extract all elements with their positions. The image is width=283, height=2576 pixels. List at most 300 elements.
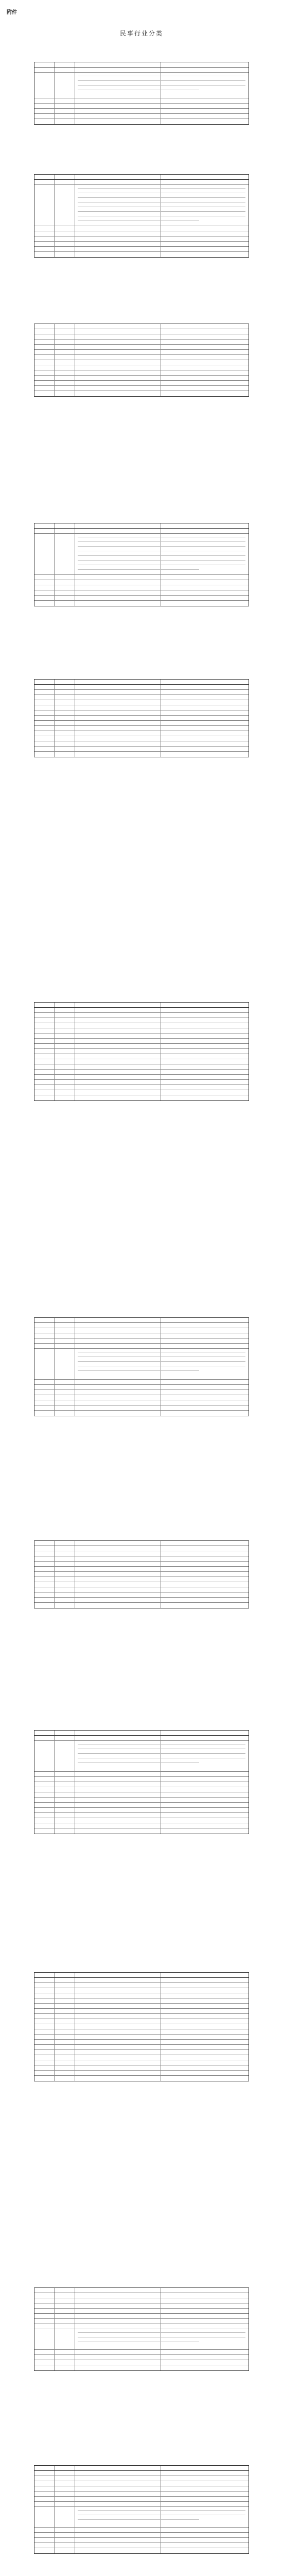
table-row — [34, 1090, 249, 1095]
table-row — [34, 1556, 249, 1562]
table-row — [34, 2528, 249, 2533]
column-rule — [54, 1798, 55, 1802]
table-row — [34, 2076, 249, 2081]
table-row — [34, 695, 249, 700]
column-rule — [54, 104, 55, 108]
page-label: 附件 — [7, 10, 17, 15]
column-rule — [54, 175, 55, 179]
column-rule — [54, 700, 55, 705]
table-row — [34, 716, 249, 721]
table-row — [34, 1328, 249, 1333]
table-row — [34, 334, 249, 340]
table-row — [34, 585, 249, 590]
column-rule — [54, 2293, 55, 2298]
table-header-row — [34, 1541, 249, 1546]
column-rule — [54, 2507, 55, 2527]
table-header-row — [34, 1731, 249, 1736]
column-rule — [54, 2350, 55, 2354]
table-row — [34, 252, 249, 257]
column-rule — [54, 231, 55, 236]
table-row — [34, 1592, 249, 1598]
table-row — [34, 1772, 249, 1777]
table-row — [34, 1587, 249, 1592]
column-rule — [54, 2502, 55, 2506]
column-rule — [54, 1998, 55, 2003]
column-rule — [54, 1808, 55, 1812]
column-rule — [54, 376, 55, 380]
table-row — [34, 2355, 249, 2360]
column-rule — [54, 355, 55, 360]
column-rule — [54, 2298, 55, 2303]
column-rule — [54, 365, 55, 370]
table-row — [34, 1033, 249, 1039]
table-row — [34, 1988, 249, 1993]
column-rule — [54, 529, 55, 533]
table-row — [34, 2298, 249, 2303]
column-rule — [54, 721, 55, 725]
classification-table — [34, 1317, 249, 1416]
table-row — [34, 2497, 249, 2502]
table-row — [34, 1333, 249, 1338]
column-rule — [54, 1582, 55, 1587]
table-row — [34, 2019, 249, 2024]
column-rule — [54, 2538, 55, 2543]
table-row — [34, 1798, 249, 1803]
column-rule — [54, 710, 55, 715]
column-rule — [54, 2314, 55, 2318]
column-rule — [54, 1556, 55, 1561]
table-row — [34, 2024, 249, 2029]
column-rule — [54, 2055, 55, 2060]
column-rule — [54, 1598, 55, 1602]
table-row — [34, 242, 249, 247]
column-rule — [54, 596, 55, 600]
column-rule — [54, 1400, 55, 1405]
table-row — [34, 700, 249, 705]
column-rule — [54, 1741, 55, 1771]
table-row — [34, 1741, 249, 1772]
table-row — [34, 2029, 249, 2035]
column-rule — [54, 1988, 55, 1993]
column-rule — [54, 2303, 55, 2308]
classification-table — [34, 1972, 249, 2081]
column-rule — [54, 2548, 55, 2553]
table-row — [34, 1828, 249, 1834]
table-row — [34, 747, 249, 752]
column-rule — [54, 523, 55, 528]
table-row — [34, 180, 249, 185]
table-row — [34, 231, 249, 236]
column-rule — [54, 2065, 55, 2070]
column-rule — [54, 1070, 55, 1074]
table-row — [34, 1064, 249, 1070]
column-rule — [54, 705, 55, 710]
table-row — [34, 752, 249, 757]
table-header-row — [34, 324, 249, 329]
classification-table — [34, 2465, 249, 2554]
column-rule — [54, 731, 55, 736]
table-row — [34, 1813, 249, 1818]
column-rule — [54, 1333, 55, 1338]
table-row — [34, 2492, 249, 2497]
description-text-placeholder — [78, 555, 245, 556]
table-header-row — [34, 175, 249, 180]
column-rule — [54, 1823, 55, 1828]
column-rule — [54, 534, 55, 574]
column-rule — [54, 2050, 55, 2055]
table-row — [34, 2303, 249, 2309]
description-text-placeholder — [78, 2510, 245, 2511]
column-rule — [54, 2360, 55, 2365]
table-row — [34, 2055, 249, 2060]
table-row — [34, 1349, 249, 1380]
table-row — [34, 2481, 249, 2486]
description-text-placeholder — [78, 546, 245, 547]
column-rule — [54, 1592, 55, 1597]
table-row — [34, 2350, 249, 2355]
table-row — [34, 350, 249, 355]
column-rule — [54, 1059, 55, 1064]
column-rule — [54, 2329, 55, 2349]
column-rule — [54, 1018, 55, 1023]
column-rule — [54, 1075, 55, 1079]
column-rule — [54, 1546, 55, 1551]
table-row — [34, 2050, 249, 2055]
column-rule — [54, 1023, 55, 1028]
table-row — [34, 2476, 249, 2481]
column-rule — [54, 2309, 55, 2313]
table-row — [34, 2324, 249, 2329]
column-rule — [54, 1085, 55, 1090]
table-row — [34, 1054, 249, 1059]
column-rule — [54, 2543, 55, 2548]
table-header-row — [34, 1318, 249, 1323]
column-rule — [54, 1572, 55, 1577]
column-rule — [54, 2288, 55, 2293]
table-row — [34, 2293, 249, 2298]
table-row — [34, 1808, 249, 1813]
column-rule — [54, 98, 55, 103]
table-row — [34, 1013, 249, 1018]
column-rule — [54, 1044, 55, 1048]
table-row — [34, 2360, 249, 2365]
column-rule — [54, 226, 55, 231]
description-text-placeholder — [78, 197, 245, 198]
column-rule — [54, 2040, 55, 2044]
table-row — [34, 736, 249, 741]
classification-table — [34, 523, 249, 606]
table-header-row — [34, 1003, 249, 1008]
table-row — [34, 381, 249, 386]
column-rule — [54, 1562, 55, 1566]
column-rule — [54, 1003, 55, 1007]
table-row — [34, 575, 249, 580]
column-rule — [54, 2466, 55, 2470]
table-row — [34, 1380, 249, 1385]
column-rule — [54, 1013, 55, 1018]
description-text-placeholder — [78, 2519, 199, 2520]
column-rule — [54, 2486, 55, 2491]
table-row — [34, 345, 249, 350]
table-header-row — [34, 2466, 249, 2471]
column-rule — [54, 1551, 55, 1556]
table-row — [34, 1023, 249, 1028]
column-rule — [54, 2029, 55, 2034]
table-row — [34, 370, 249, 376]
table-row — [34, 685, 249, 690]
table-row — [34, 2040, 249, 2045]
table-row — [34, 1095, 249, 1100]
table-row — [34, 1782, 249, 1787]
table-row — [34, 365, 249, 370]
column-rule — [54, 1318, 55, 1323]
column-rule — [54, 1577, 55, 1582]
table-row — [34, 2543, 249, 2548]
table-row — [34, 2319, 249, 2324]
table-row — [34, 1070, 249, 1075]
column-rule — [54, 2035, 55, 2039]
table-row — [34, 2065, 249, 2071]
table-row — [34, 1395, 249, 1400]
table-row — [34, 1546, 249, 1551]
table-row — [34, 2507, 249, 2528]
classification-table — [34, 1540, 249, 1608]
table-row — [34, 2004, 249, 2009]
column-rule — [54, 680, 55, 684]
table-row — [34, 1582, 249, 1587]
column-rule — [54, 1828, 55, 1834]
column-rule — [54, 2355, 55, 2360]
column-rule — [54, 575, 55, 580]
column-rule — [54, 2497, 55, 2501]
table-row — [34, 2502, 249, 2507]
column-rule — [54, 1349, 55, 1379]
table-row — [34, 690, 249, 695]
table-header-row — [34, 62, 249, 67]
column-rule — [54, 2019, 55, 2024]
table-row — [34, 1080, 249, 1085]
table-row — [34, 1567, 249, 1572]
table-row — [34, 1411, 249, 1416]
column-rule — [54, 2492, 55, 2496]
column-rule — [54, 716, 55, 720]
table-row — [34, 1818, 249, 1823]
table-row — [34, 601, 249, 606]
table-header-row — [34, 680, 249, 685]
description-text-placeholder — [78, 211, 245, 212]
column-rule — [54, 1772, 55, 1776]
column-rule — [54, 752, 55, 757]
column-rule — [54, 1390, 55, 1395]
column-rule — [54, 2365, 55, 2370]
table-row — [34, 1787, 249, 1792]
table-row — [34, 360, 249, 365]
column-rule — [54, 1978, 55, 1982]
column-rule — [54, 1095, 55, 1100]
column-rule — [54, 1054, 55, 1059]
column-rule — [54, 1983, 55, 1988]
column-rule — [54, 2471, 55, 2476]
column-rule — [54, 324, 55, 329]
table-header-row — [34, 523, 249, 529]
table-row — [34, 1323, 249, 1328]
column-rule — [54, 350, 55, 354]
table-row — [34, 1562, 249, 1567]
column-rule — [54, 180, 55, 184]
table-row — [34, 580, 249, 585]
column-rule — [54, 726, 55, 731]
column-rule — [54, 1405, 55, 1410]
table-row — [34, 710, 249, 716]
table-row — [34, 1390, 249, 1395]
column-rule — [54, 1731, 55, 1735]
table-row — [34, 1736, 249, 1741]
column-rule — [54, 1973, 55, 1977]
description-text-placeholder — [78, 1370, 199, 1371]
column-rule — [54, 585, 55, 590]
column-rule — [54, 2060, 55, 2065]
column-rule — [54, 685, 55, 689]
table-row — [34, 2060, 249, 2065]
table-row — [34, 596, 249, 601]
column-rule — [54, 1380, 55, 1384]
table-row — [34, 1344, 249, 1349]
table-header-row — [34, 2288, 249, 2293]
table-row — [34, 1018, 249, 1023]
table-row — [34, 1993, 249, 1998]
table-row — [34, 2533, 249, 2538]
column-rule — [54, 391, 55, 396]
column-rule — [54, 736, 55, 741]
table-row — [34, 741, 249, 747]
column-rule — [54, 381, 55, 385]
column-rule — [54, 2476, 55, 2481]
column-rule — [54, 2076, 55, 2081]
table-row — [34, 2309, 249, 2314]
table-row — [34, 1044, 249, 1049]
classification-table — [34, 174, 249, 258]
column-rule — [54, 370, 55, 375]
column-rule — [54, 114, 55, 118]
column-rule — [54, 1008, 55, 1012]
table-row — [34, 2014, 249, 2019]
classification-table — [34, 1002, 249, 1101]
table-row — [34, 247, 249, 252]
column-rule — [54, 2319, 55, 2324]
description-text-placeholder — [78, 1753, 245, 1754]
description-text-placeholder — [78, 541, 245, 542]
table-row — [34, 1338, 249, 1344]
column-rule — [54, 1792, 55, 1797]
table-row — [34, 590, 249, 596]
table-row — [34, 2365, 249, 2370]
table-row — [34, 1577, 249, 1582]
column-rule — [54, 109, 55, 113]
classification-table — [34, 1730, 249, 1834]
description-text-placeholder — [78, 2332, 245, 2333]
column-rule — [54, 185, 55, 226]
column-rule — [54, 386, 55, 391]
table-row — [34, 2071, 249, 2076]
table-row — [34, 1049, 249, 1054]
column-rule — [54, 62, 55, 67]
table-row — [34, 386, 249, 391]
table-row — [34, 2314, 249, 2319]
column-rule — [54, 2528, 55, 2532]
table-row — [34, 705, 249, 710]
table-row — [34, 1978, 249, 1983]
column-rule — [54, 1993, 55, 1998]
description-text-placeholder — [78, 85, 245, 86]
table-row — [34, 1777, 249, 1782]
column-rule — [54, 1323, 55, 1328]
column-rule — [54, 1777, 55, 1782]
table-row — [34, 1385, 249, 1390]
table-row — [34, 1983, 249, 1988]
column-rule — [54, 360, 55, 365]
description-text-placeholder — [78, 80, 245, 81]
table-row — [34, 1803, 249, 1808]
table-row — [34, 391, 249, 396]
column-rule — [54, 590, 55, 595]
column-rule — [54, 247, 55, 251]
table-row — [34, 1551, 249, 1556]
table-row — [34, 340, 249, 345]
column-rule — [54, 1344, 55, 1348]
column-rule — [54, 67, 55, 72]
table-row — [34, 1059, 249, 1064]
column-rule — [54, 1090, 55, 1095]
table-row — [34, 236, 249, 242]
description-text-placeholder — [78, 569, 199, 570]
table-row — [34, 1405, 249, 1411]
table-row — [34, 1075, 249, 1080]
column-rule — [54, 2324, 55, 2329]
column-rule — [54, 242, 55, 246]
column-rule — [54, 73, 55, 98]
column-rule — [54, 747, 55, 751]
column-rule — [54, 252, 55, 257]
table-row — [34, 2009, 249, 2014]
column-rule — [54, 1411, 55, 1416]
table-row — [34, 726, 249, 731]
column-rule — [54, 1567, 55, 1571]
table-row — [34, 2548, 249, 2553]
column-rule — [54, 1385, 55, 1389]
column-rule — [54, 2071, 55, 2075]
column-rule — [54, 2014, 55, 2019]
column-rule — [54, 1328, 55, 1333]
table-row — [34, 1998, 249, 2004]
column-rule — [54, 2533, 55, 2537]
table-row — [34, 73, 249, 98]
column-rule — [54, 1787, 55, 1792]
table-row — [34, 1028, 249, 1033]
column-rule — [54, 1587, 55, 1592]
table-row — [34, 98, 249, 104]
column-rule — [54, 1049, 55, 1054]
column-rule — [54, 334, 55, 339]
column-rule — [54, 1064, 55, 1069]
column-rule — [54, 1028, 55, 1033]
table-row — [34, 721, 249, 726]
column-rule — [54, 236, 55, 241]
table-row — [34, 329, 249, 334]
description-text-placeholder — [78, 1361, 245, 1362]
table-row — [34, 2035, 249, 2040]
description-text-placeholder — [78, 1762, 199, 1763]
description-text-placeholder — [78, 560, 245, 561]
